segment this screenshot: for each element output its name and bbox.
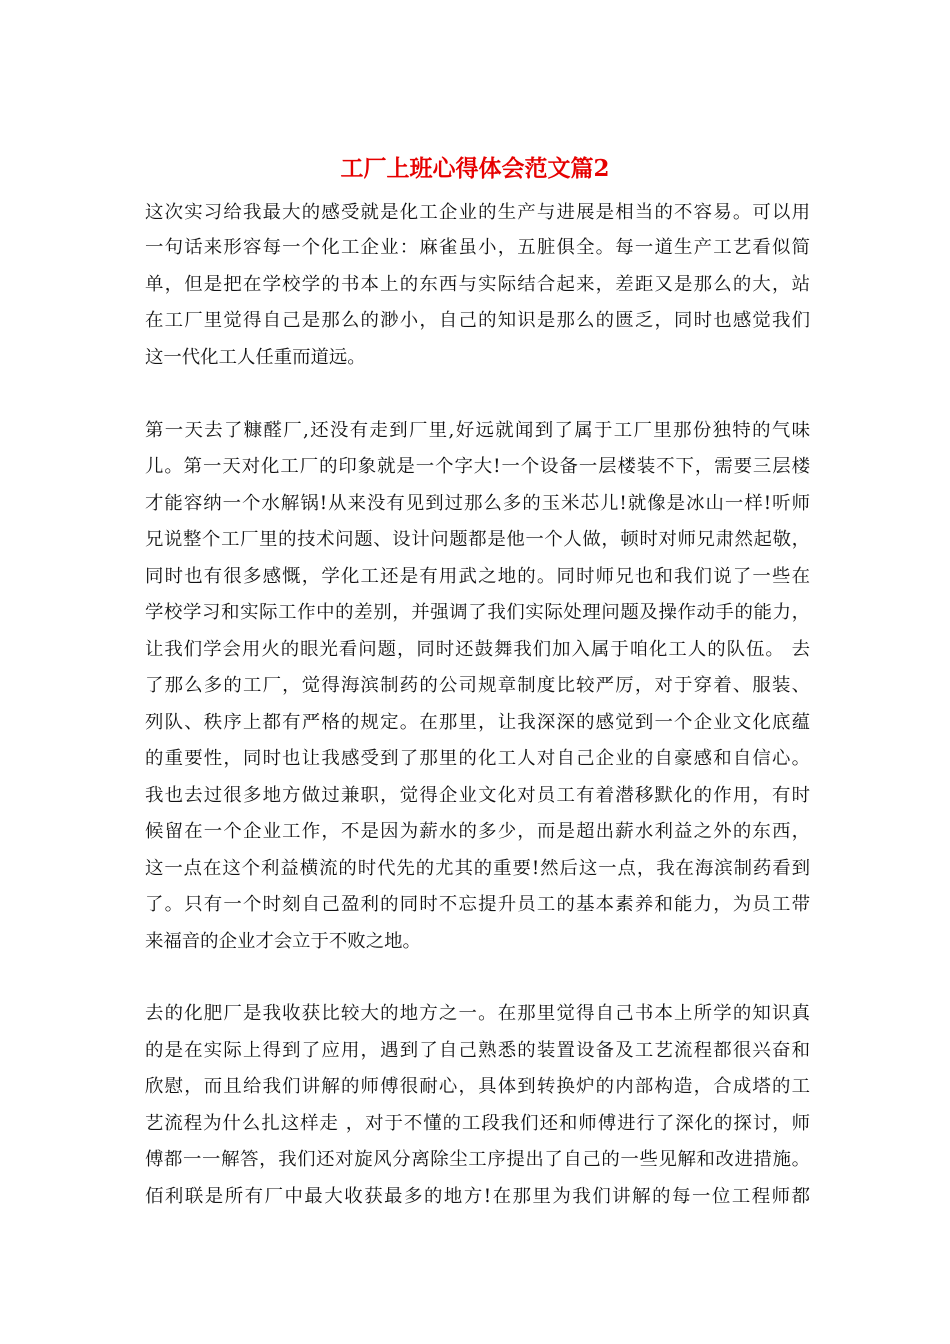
text-line: 佰利联是所有厂中最大收获最多的地方!在那里为我们讲解的每一位工程师都 [145, 1186, 810, 1207]
text-line: 候留在一个企业工作，不是因为薪水的多少，而是超出薪水利益之外的东西， [145, 821, 810, 842]
text-line: 去的化肥厂是我收获比较大的地方之一。在那里觉得自己书本上所学的知识真 [145, 1003, 810, 1024]
text-line: 傅都一一解答，我们还对旋风分离除尘工序提出了自己的一些见解和改进措施。 [145, 1149, 810, 1170]
text-line: 这一代化工人任重而道远。 [145, 347, 366, 368]
text-line: 才能容纳一个水解锅!从来没有见到过那么多的玉米芯儿!就像是冰山一样!听师 [145, 493, 810, 514]
text-line: 了那么多的工厂，觉得海滨制药的公司规章制度比较严厉，对于穿着、服装、 [145, 675, 810, 696]
text-line: 列队、秩序上都有严格的规定。在那里，让我深深的感觉到一个企业文化底蕴 [145, 712, 810, 733]
text-line: 第一天去了糠醛厂,还没有走到厂里,好远就闻到了属于工厂里那份独特的气味 [145, 420, 810, 441]
text-line: 让我们学会用火的眼光看问题，同时还鼓舞我们加入属于咱化工人的队伍。 去 [145, 639, 810, 660]
text-line: 的是在实际上得到了应用，遇到了自己熟悉的装置设备及工艺流程都很兴奋和 [145, 1040, 810, 1061]
text-line: 这次实习给我最大的感受就是化工企业的生产与进展是相当的不容易。可以用 [145, 202, 810, 223]
text-line: 兄说整个工厂里的技术问题、设计问题都是他一个人做，顿时对师兄肃然起敬， [145, 529, 810, 550]
text-line: 学校学习和实际工作中的差别，并强调了我们实际处理问题及操作动手的能力， [145, 602, 810, 623]
text-line: 单，但是把在学校学的书本上的东西与实际结合起来，差距又是那么的大，站 [145, 274, 810, 295]
text-line: 一句话来形容每一个化工企业：麻雀虽小，五脏俱全。每一道生产工艺看似简 [145, 237, 810, 258]
text-line: 欣慰，而且给我们讲解的师傅很耐心，具体到转换炉的内部构造，合成塔的工 [145, 1076, 810, 1097]
text-line: 儿。第一天对化工厂的印象就是一个字大!一个设备一层楼装不下，需要三层楼 [145, 456, 810, 477]
text-line: 我也去过很多地方做过兼职，觉得企业文化对员工有着潜移默化的作用，有时 [145, 785, 810, 806]
text-line: 这一点在这个利益横流的时代先的尤其的重要!然后这一点，我在海滨制药看到 [145, 858, 810, 879]
text-line: 来福音的企业才会立于不败之地。 [145, 931, 421, 952]
text-line: 了。只有一个时刻自己盈利的同时不忘提升员工的基本素养和能力，为员工带 [145, 894, 810, 915]
text-line: 的重要性，同时也让我感受到了那里的化工人对自己企业的自豪感和自信心。 [145, 748, 810, 769]
text-line: 同时也有很多感慨，学化工还是有用武之地的。同时师兄也和我们说了一些在 [145, 566, 810, 587]
document-title: 工厂上班心得体会范文篇2 [340, 155, 610, 182]
text-line: 在工厂里觉得自己是那么的渺小，自己的知识是那么的匮乏，同时也感觉我们 [145, 310, 810, 331]
text-line: 艺流程为什么扎这样走 ，对于不懂的工段我们还和师傅进行了深化的探讨，师 [145, 1113, 810, 1134]
